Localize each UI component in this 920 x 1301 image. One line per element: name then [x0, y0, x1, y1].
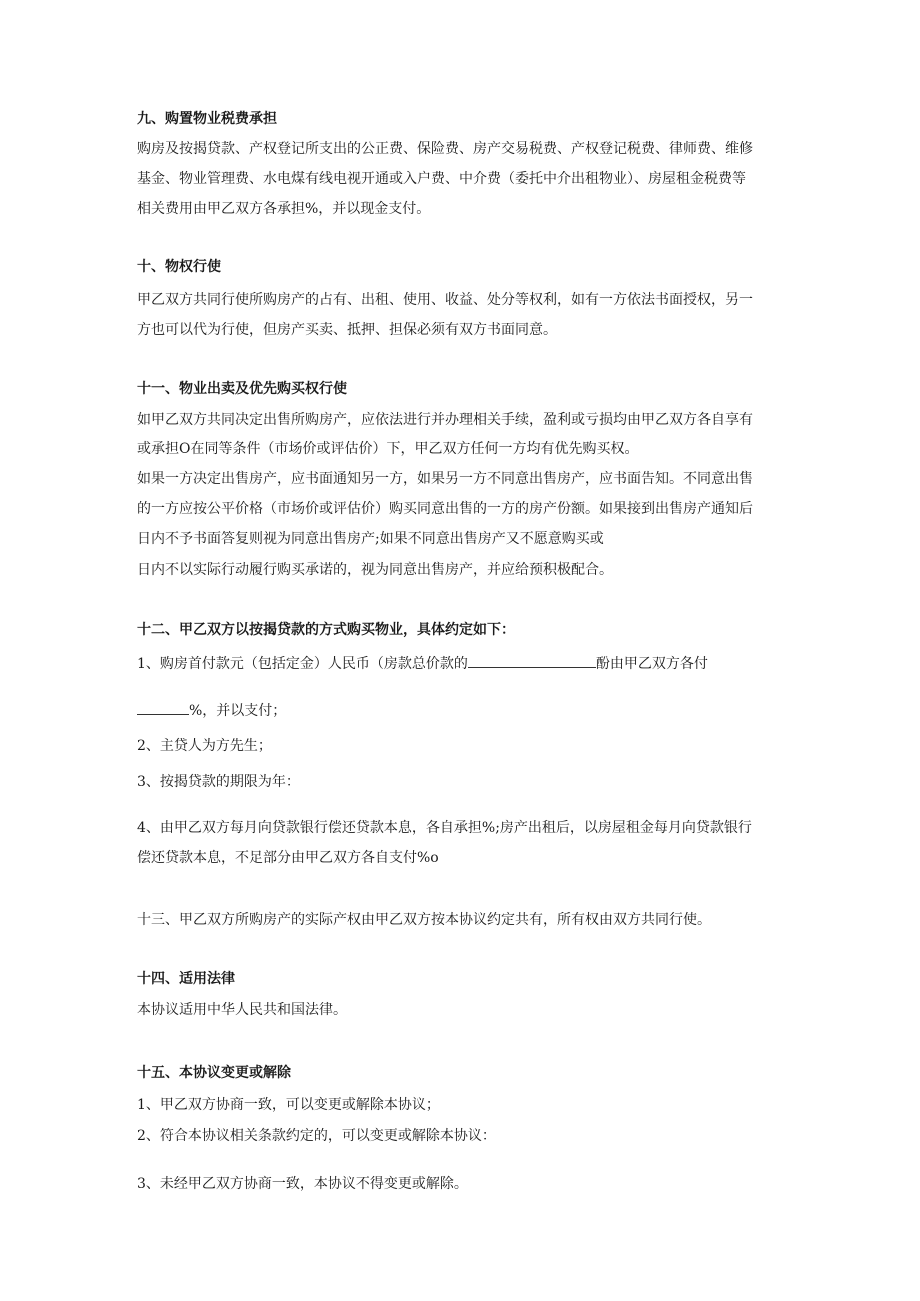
- section-9-line: 购房及按揭贷款、产权登记所支出的公正费、保险费、房产交易税费、产权登记税费、律师费、维修: [137, 141, 753, 157]
- blank-field: [137, 700, 189, 715]
- section-11-line: 或承担O在同等条件（市场价或评估价）下，甲乙双方任何一方均有优先购买权。: [137, 441, 639, 457]
- item-1-text-a: 1、购房首付款元（包括定金）人民币（房款总价款的: [137, 656, 468, 672]
- section-12-heading: 十二、甲乙双方以按揭贷款的方式购买物业，具体约定如下：: [137, 622, 515, 638]
- section-14-text: 本协议适用中华人民共和国法律。: [137, 1002, 347, 1018]
- section-14-heading: 十四、适用法律: [137, 971, 235, 987]
- section-12-item-1-cont: [137, 700, 286, 721]
- section-11-heading: 十一、物业出卖及优先购买权行使: [137, 381, 347, 397]
- section-12-item-4: 偿还贷款本息，不足部分由甲乙双方各自支付%o: [137, 850, 439, 866]
- section-10-heading: 十、物权行使: [137, 259, 221, 275]
- section-12-item-4: 4、由甲乙双方每月向贷款银行偿还贷款本息，各自承担%;房产出租后，以房屋租金每月向贷款银行: [137, 820, 752, 836]
- section-11-line: 如果一方决定出售房产，应书面通知另一方，如果另一方不同意出售房产，应书面告知。不同意出售: [137, 471, 753, 487]
- section-11-line: 如甲乙双方共同决定出售所购房产，应依法进行并办理相关手续，盈利或亏损均由甲乙双方各自享有: [137, 412, 753, 428]
- section-11-line: 日内不予书面答复则视为同意出售房产;如果不同意出售房产又不愿意购买或: [137, 531, 604, 547]
- section-11-line: 的一方应按公平价格（市场价或评估价）购买同意出售的一方的房产份额。如果接到出售房产通知后: [137, 501, 753, 517]
- section-9-line: 基金、物业管理费、水电煤有线电视开通或入户费、中介费（委托中介出租物业）、房屋租金税费等: [137, 171, 746, 187]
- section-11-line: 日内不以实际行动履行购买承诺的，视为同意出售房产，并应给预积极配合。: [137, 562, 613, 578]
- section-9-line: 相关费用由甲乙双方各承担%，并以现金支付。: [137, 201, 431, 217]
- item-1-text-c: %，并以支付；: [189, 703, 287, 719]
- section-15-item: 1、甲乙双方协商一致，可以变更或解除本协议；: [137, 1097, 440, 1113]
- section-12-item-1: [137, 653, 708, 674]
- section-12-item-2: 2、主贷人为方先生；: [137, 738, 272, 754]
- section-9-heading: 九、购置物业税费承担: [137, 111, 277, 127]
- section-15-item: 2、符合本协议相关条款约定的，可以变更或解除本协议：: [137, 1128, 496, 1144]
- section-10-line: 方也可以代为行使，但房产买卖、抵押、担保必须有双方书面同意。: [137, 322, 557, 338]
- section-10-line: 甲乙双方共同行使所购房产的占有、出租、使用、收益、处分等权利，如有一方依法书面授权，另一: [137, 292, 753, 308]
- section-13-text: 十三、甲乙双方所购房产的实际产权由甲乙双方按本协议约定共有，所有权由双方共同行使。: [137, 912, 711, 928]
- item-1-text-b: 酚由甲乙双方各付: [595, 656, 708, 672]
- section-12-item-3: 3、按揭贷款的期限为年：: [137, 774, 300, 790]
- section-15-item: 3、未经甲乙双方协商一致，本协议不得变更或解除。: [137, 1176, 468, 1192]
- blank-field: [468, 653, 596, 668]
- section-15-heading: 十五、本协议变更或解除: [137, 1065, 291, 1081]
